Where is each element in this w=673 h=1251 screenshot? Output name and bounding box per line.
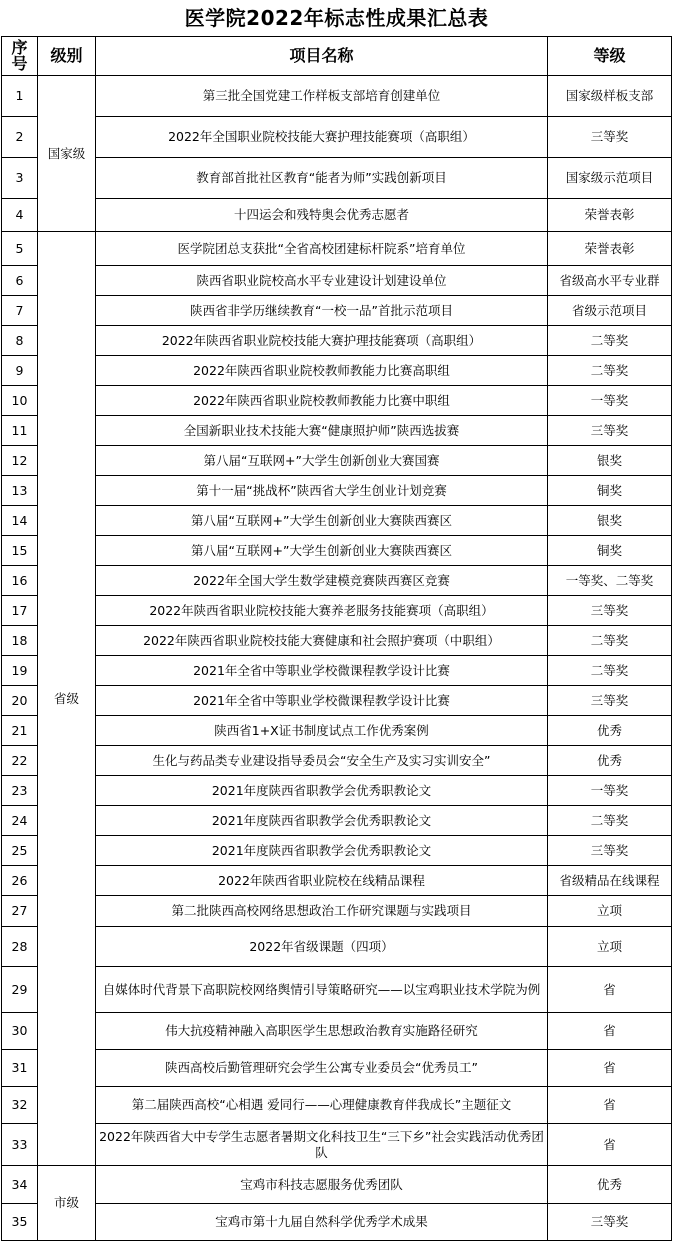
project-name-cell: 生化与药品类专业建设指导委员会“安全生产及实习实训安全”: [96, 746, 548, 776]
row-number: 21: [2, 716, 38, 746]
grade-cell: 省: [548, 1013, 672, 1050]
table-row: [2, 1204, 672, 1241]
project-name-cell: 第八届“互联网+”大学生创新创业大赛陕西赛区: [96, 536, 548, 566]
grade-cell: 优秀: [548, 746, 672, 776]
table-row: [2, 927, 672, 967]
row-number: 5: [2, 232, 38, 266]
grade-cell: 省: [548, 1050, 672, 1087]
achievements-table: [1, 36, 672, 1241]
table-row: [2, 1166, 672, 1204]
row-number: 29: [2, 967, 38, 1013]
row-number: 9: [2, 356, 38, 386]
project-name-cell: 2022年陕西省职业院校技能大赛养老服务技能赛项（高职组）: [96, 596, 548, 626]
row-number: 14: [2, 506, 38, 536]
project-name-cell: 2022年全国职业院校技能大赛护理技能赛项（高职组）: [96, 117, 548, 158]
row-number: 12: [2, 446, 38, 476]
grade-cell: 三等奖: [548, 117, 672, 158]
project-name-cell: 2022年省级课题（四项）: [96, 927, 548, 967]
table-row: [2, 506, 672, 536]
grade-cell: 立项: [548, 896, 672, 927]
project-name-cell: 2021年度陕西省职教学会优秀职教论文: [96, 806, 548, 836]
grade-cell: 荣誉表彰: [548, 199, 672, 232]
table-row: [2, 596, 672, 626]
row-number: 17: [2, 596, 38, 626]
row-number: 22: [2, 746, 38, 776]
row-number: 13: [2, 476, 38, 506]
grade-cell: 立项: [548, 927, 672, 967]
table-row: [2, 536, 672, 566]
row-number: 20: [2, 686, 38, 716]
table-row: [2, 566, 672, 596]
project-name-cell: 2022年陕西省职业院校在线精品课程: [96, 866, 548, 896]
row-number: 34: [2, 1166, 38, 1204]
header-project-name: 项目名称: [96, 37, 548, 76]
grade-cell: 二等奖: [548, 326, 672, 356]
row-number: 15: [2, 536, 38, 566]
project-name-cell: 2021年度陕西省职教学会优秀职教论文: [96, 836, 548, 866]
project-name-cell: 第二批陕西高校网络思想政治工作研究课题与实践项目: [96, 896, 548, 927]
table-row: [2, 296, 672, 326]
grade-cell: 银奖: [548, 446, 672, 476]
grade-cell: 三等奖: [548, 1204, 672, 1241]
grade-cell: 省: [548, 1124, 672, 1166]
row-number: 6: [2, 266, 38, 296]
grade-cell: 三等奖: [548, 836, 672, 866]
table-row: [2, 1050, 672, 1087]
project-name-cell: 第三批全国党建工作样板支部培育创建单位: [96, 76, 548, 117]
table-row: [2, 866, 672, 896]
grade-cell: 优秀: [548, 1166, 672, 1204]
project-name-cell: 全国新职业技术技能大赛“健康照护师”陕西选拔赛: [96, 416, 548, 446]
project-name-cell: 2022年全国大学生数学建模竞赛陕西赛区竞赛: [96, 566, 548, 596]
table-row: [2, 158, 672, 199]
header-level: 级别: [38, 37, 96, 76]
project-name-cell: 医学院团总支获批“全省高校团建标杆院系”培育单位: [96, 232, 548, 266]
grade-cell: 省: [548, 1087, 672, 1124]
header-row: [2, 37, 672, 76]
table-row: [2, 626, 672, 656]
project-name-cell: 教育部首批社区教育“能者为师”实践创新项目: [96, 158, 548, 199]
table-row: [2, 716, 672, 746]
table-body: [2, 76, 672, 1241]
row-number: 28: [2, 927, 38, 967]
project-name-cell: 伟大抗疫精神融入高职医学生思想政治教育实施路径研究: [96, 1013, 548, 1050]
row-number: 19: [2, 656, 38, 686]
row-number: 16: [2, 566, 38, 596]
project-name-cell: 陕西省职业院校高水平专业建设计划建设单位: [96, 266, 548, 296]
grade-cell: 铜奖: [548, 536, 672, 566]
grade-cell: 省级示范项目: [548, 296, 672, 326]
row-number: 3: [2, 158, 38, 199]
project-name-cell: 宝鸡市科技志愿服务优秀团队: [96, 1166, 548, 1204]
row-number: 25: [2, 836, 38, 866]
level-cell: 市级: [38, 1166, 96, 1241]
table-row: [2, 356, 672, 386]
row-number: 4: [2, 199, 38, 232]
page-title: 医学院2022年标志性成果汇总表: [184, 6, 489, 30]
grade-cell: 二等奖: [548, 656, 672, 686]
level-cell: 国家级: [38, 76, 96, 232]
row-number: 35: [2, 1204, 38, 1241]
grade-cell: 三等奖: [548, 686, 672, 716]
grade-cell: 国家级示范项目: [548, 158, 672, 199]
project-name-cell: 宝鸡市第十九届自然科学优秀学术成果: [96, 1204, 548, 1241]
table-row: [2, 232, 672, 266]
row-number: 1: [2, 76, 38, 117]
project-name-cell: 2021年全省中等职业学校微课程教学设计比赛: [96, 686, 548, 716]
project-name-cell: 陕西高校后勤管理研究会学生公寓专业委员会“优秀员工”: [96, 1050, 548, 1087]
table-row: [2, 76, 672, 117]
project-name-cell: 陕西省1+X证书制度试点工作优秀案例: [96, 716, 548, 746]
project-name-cell: 2022年陕西省大中专学生志愿者暑期文化科技卫生“三下乡”社会实践活动优秀团队: [96, 1124, 548, 1166]
table-row: [2, 416, 672, 446]
row-number: 2: [2, 117, 38, 158]
table-row: [2, 476, 672, 506]
grade-cell: 一等奖: [548, 776, 672, 806]
grade-cell: 国家级样板支部: [548, 76, 672, 117]
row-number: 33: [2, 1124, 38, 1166]
project-name-cell: 2022年陕西省职业院校教师教能力比赛中职组: [96, 386, 548, 416]
grade-cell: 三等奖: [548, 596, 672, 626]
table-row: [2, 1087, 672, 1124]
table-row: [2, 266, 672, 296]
table-row: [2, 386, 672, 416]
grade-cell: 二等奖: [548, 806, 672, 836]
table-row: [2, 326, 672, 356]
grade-cell: 省级高水平专业群: [548, 266, 672, 296]
grade-cell: 三等奖: [548, 416, 672, 446]
row-number: 24: [2, 806, 38, 836]
row-number: 31: [2, 1050, 38, 1087]
project-name-cell: 陕西省非学历继续教育“一校一品”首批示范项目: [96, 296, 548, 326]
project-name-cell: 自媒体时代背景下高职院校网络舆情引导策略研究——以宝鸡职业技术学院为例: [96, 967, 548, 1013]
project-name-cell: 第十一届“挑战杯”陕西省大学生创业计划竞赛: [96, 476, 548, 506]
project-name-cell: 第八届“互联网+”大学生创新创业大赛国赛: [96, 446, 548, 476]
level-cell: 省级: [38, 232, 96, 1166]
row-number: 32: [2, 1087, 38, 1124]
row-number: 23: [2, 776, 38, 806]
table-row: [2, 1013, 672, 1050]
row-number: 18: [2, 626, 38, 656]
grade-cell: 荣誉表彰: [548, 232, 672, 266]
table-row: [2, 446, 672, 476]
project-name-cell: 第八届“互联网+”大学生创新创业大赛陕西赛区: [96, 506, 548, 536]
row-number: 7: [2, 296, 38, 326]
project-name-cell: 2022年陕西省职业院校教师教能力比赛高职组: [96, 356, 548, 386]
grade-cell: 一等奖、二等奖: [548, 566, 672, 596]
project-name-cell: 2022年陕西省职业院校技能大赛护理技能赛项（高职组）: [96, 326, 548, 356]
table-row: [2, 836, 672, 866]
project-name-cell: 十四运会和残特奥会优秀志愿者: [96, 199, 548, 232]
project-name-cell: 2021年全省中等职业学校微课程教学设计比赛: [96, 656, 548, 686]
table-row: [2, 1124, 672, 1166]
grade-cell: 铜奖: [548, 476, 672, 506]
row-number: 10: [2, 386, 38, 416]
grade-cell: 一等奖: [548, 386, 672, 416]
project-name-cell: 2022年陕西省职业院校技能大赛健康和社会照护赛项（中职组）: [96, 626, 548, 656]
row-number: 26: [2, 866, 38, 896]
project-name-cell: 第二届陕西高校“心相遇 爱同行——心理健康教育伴我成长”主题征文: [96, 1087, 548, 1124]
header-grade: 等级: [548, 37, 672, 76]
table-row: [2, 896, 672, 927]
grade-cell: 二等奖: [548, 626, 672, 656]
table-row: [2, 656, 672, 686]
row-number: 27: [2, 896, 38, 927]
table-row: [2, 746, 672, 776]
table-row: [2, 199, 672, 232]
row-number: 11: [2, 416, 38, 446]
grade-cell: 省级精品在线课程: [548, 866, 672, 896]
project-name-cell: 2021年度陕西省职教学会优秀职教论文: [96, 776, 548, 806]
table-row: [2, 117, 672, 158]
grade-cell: 银奖: [548, 506, 672, 536]
table-row: [2, 806, 672, 836]
header-no: 序号: [2, 37, 38, 76]
table-row: [2, 686, 672, 716]
table-row: [2, 776, 672, 806]
grade-cell: 二等奖: [548, 356, 672, 386]
grade-cell: 省: [548, 967, 672, 1013]
row-number: 30: [2, 1013, 38, 1050]
table-row: [2, 967, 672, 1013]
grade-cell: 优秀: [548, 716, 672, 746]
row-number: 8: [2, 326, 38, 356]
